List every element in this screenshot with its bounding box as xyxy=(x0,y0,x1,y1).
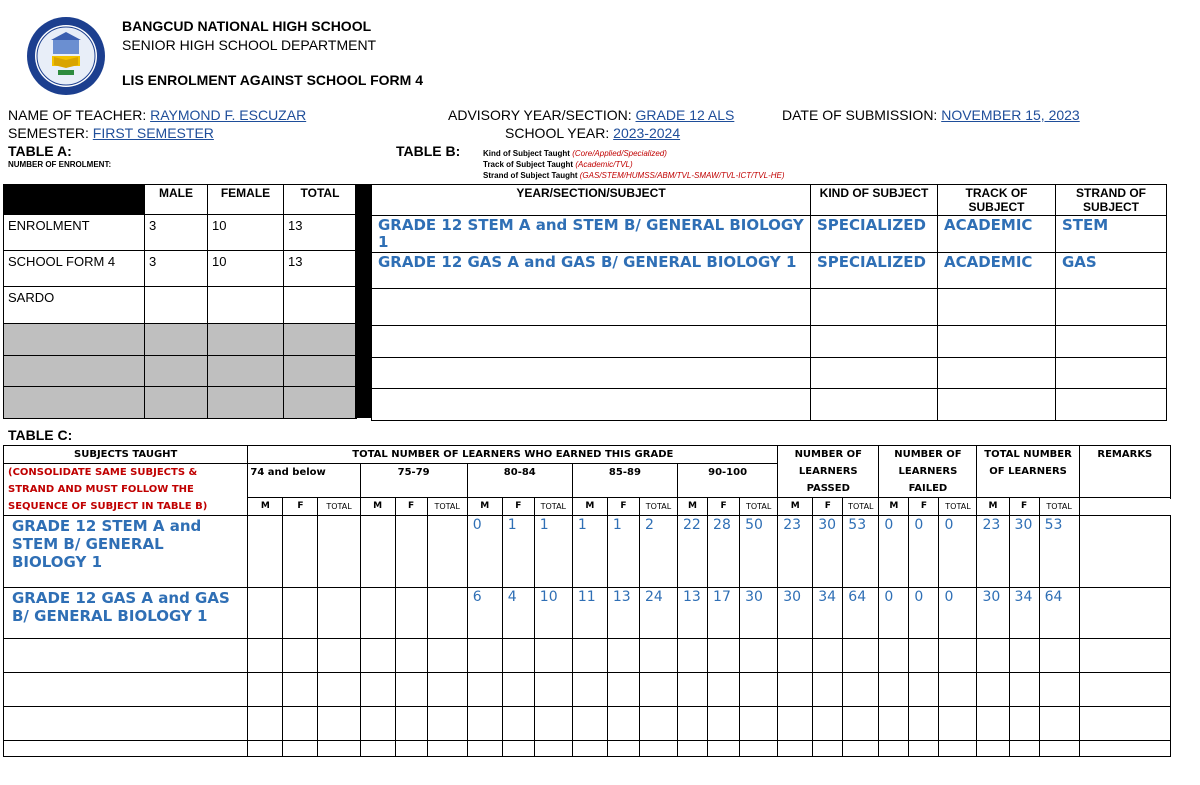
table-cell xyxy=(1056,358,1167,389)
table-b-header: TRACK OF SUBJECT xyxy=(938,185,1056,216)
table-b-header: YEAR/SECTION/SUBJECT xyxy=(372,185,811,216)
table-b xyxy=(371,184,1167,421)
grade-count-cell: 10 xyxy=(534,588,572,639)
table-cell xyxy=(1079,741,1170,757)
date-label: DATE OF SUBMISSION: xyxy=(782,107,942,123)
female-col-header: F xyxy=(283,498,318,516)
table-cell xyxy=(1039,639,1079,673)
total-col-header: TOTAL xyxy=(939,498,977,516)
grade-count-cell: 0 xyxy=(939,588,977,639)
grade-count-cell: 1 xyxy=(534,516,572,588)
grade-count-cell: 30 xyxy=(813,516,843,588)
table-cell xyxy=(208,324,284,356)
grade-count-cell xyxy=(318,516,360,588)
table-cell xyxy=(395,741,427,757)
table-cell xyxy=(248,673,283,707)
table-cell xyxy=(1056,389,1167,421)
table-cell xyxy=(1039,673,1079,707)
table-cell xyxy=(208,387,284,419)
total-col-header: TOTAL xyxy=(740,498,778,516)
table-cell xyxy=(977,707,1009,741)
table-cell xyxy=(318,639,360,673)
school-year-line xyxy=(505,125,680,141)
grade-count-cell: 22 xyxy=(677,516,707,588)
table-cell xyxy=(1009,639,1039,673)
female-col-header: F xyxy=(607,498,639,516)
table-cell xyxy=(879,707,909,741)
table-cell xyxy=(502,673,534,707)
table-cell xyxy=(467,639,502,673)
table-cell: GRADE 12 GAS A and GAS B/ GENERAL BIOLOGY 1 xyxy=(372,253,811,289)
table-cell xyxy=(778,707,813,741)
male-col-header: M xyxy=(360,498,395,516)
school-name: BANGCUD NATIONAL HIGH SCHOOL xyxy=(122,18,372,34)
table-cell xyxy=(811,326,938,358)
table-cell xyxy=(811,389,938,421)
table-cell xyxy=(909,707,939,741)
table-cell: ACADEMIC xyxy=(938,253,1056,289)
track-note: Track of Subject Taught (Academic/TVL) xyxy=(483,160,633,169)
remarks-cell xyxy=(1079,516,1170,588)
table-cell xyxy=(909,673,939,707)
table-cell xyxy=(778,639,813,673)
table-c-title: TABLE C: xyxy=(8,427,73,443)
female-col-header: F xyxy=(395,498,427,516)
table-cell xyxy=(677,639,707,673)
table-row xyxy=(4,588,1171,639)
table-cell xyxy=(677,741,707,757)
table-row xyxy=(4,356,357,387)
table-cell xyxy=(811,358,938,389)
teacher-value: RAYMOND F. ESCUZAR xyxy=(150,107,307,123)
table-a-header: FEMALE xyxy=(208,185,284,215)
grade-count-cell: 13 xyxy=(607,588,639,639)
table-cell xyxy=(740,741,778,757)
date-value: NOVEMBER 15, 2023 xyxy=(941,107,1080,123)
table-cell xyxy=(939,673,977,707)
table-cell xyxy=(283,707,318,741)
grade-count-cell xyxy=(360,588,395,639)
table-cell xyxy=(1009,741,1039,757)
table-a-title: TABLE A: xyxy=(8,143,72,159)
table-cell xyxy=(502,741,534,757)
total-learners-header: TOTAL NUMBER OF LEARNERS xyxy=(977,446,1079,498)
table-cell xyxy=(360,673,395,707)
grade-count-cell xyxy=(283,588,318,639)
teacher-label: NAME OF TEACHER: xyxy=(8,107,151,123)
table-cell xyxy=(708,673,740,707)
table-cell xyxy=(534,639,572,673)
table-cell xyxy=(145,387,208,419)
table-row xyxy=(372,289,1167,326)
table-cell xyxy=(318,673,360,707)
table-cell xyxy=(572,639,607,673)
table-a-subtitle: NUMBER OF ENROLMENT: xyxy=(8,160,112,169)
table-cell xyxy=(145,287,208,324)
table-cell xyxy=(248,639,283,673)
grade-count-cell: 2 xyxy=(639,516,677,588)
table-cell xyxy=(843,707,879,741)
school-year-label: SCHOOL YEAR: xyxy=(505,125,614,141)
kind-note: Kind of Subject Taught (Core/Applied/Specialized) xyxy=(483,149,667,158)
table-cell: SPECIALIZED xyxy=(811,253,938,289)
advisory-line xyxy=(448,107,734,123)
table-cell xyxy=(283,639,318,673)
grade-count-cell: 1 xyxy=(572,516,607,588)
table-cell xyxy=(1056,326,1167,358)
table-cell xyxy=(427,673,467,707)
table-cell: GAS xyxy=(1056,253,1167,289)
table-row xyxy=(4,287,357,324)
table-cell xyxy=(395,639,427,673)
table-cell xyxy=(372,289,811,326)
table-cell xyxy=(372,389,811,421)
grade-count-cell xyxy=(395,516,427,588)
table-row xyxy=(4,387,357,419)
table-cell xyxy=(977,741,1009,757)
grade-count-cell: 53 xyxy=(843,516,879,588)
table-cell xyxy=(843,741,879,757)
table-cell xyxy=(4,324,145,356)
grade-count-cell: 64 xyxy=(1039,588,1079,639)
male-col-header: M xyxy=(572,498,607,516)
table-row xyxy=(372,389,1167,421)
table-cell xyxy=(811,289,938,326)
total-col-header: TOTAL xyxy=(843,498,879,516)
advisory-label: ADVISORY YEAR/SECTION: xyxy=(448,107,636,123)
grade-count-cell: 4 xyxy=(502,588,534,639)
grade-count-cell: 1 xyxy=(502,516,534,588)
grade-count-cell: 23 xyxy=(977,516,1009,588)
table-cell xyxy=(740,707,778,741)
table-cell xyxy=(372,358,811,389)
table-cell xyxy=(607,707,639,741)
grade-count-cell xyxy=(318,588,360,639)
grade-count-cell: 30 xyxy=(1009,516,1039,588)
table-cell xyxy=(607,741,639,757)
male-col-header: M xyxy=(778,498,813,516)
grade-count-cell: 17 xyxy=(708,588,740,639)
table-cell xyxy=(740,673,778,707)
table-cell: 3 xyxy=(145,251,208,287)
table-cell xyxy=(395,673,427,707)
grade-count-cell: 0 xyxy=(467,516,502,588)
table-cell xyxy=(813,741,843,757)
table-cell xyxy=(879,741,909,757)
table-cell xyxy=(427,707,467,741)
table-cell xyxy=(607,639,639,673)
total-col-header: TOTAL xyxy=(639,498,677,516)
table-row xyxy=(4,251,357,287)
table-row xyxy=(4,707,1171,741)
table-cell xyxy=(360,639,395,673)
table-cell xyxy=(4,356,145,387)
grade-count-cell: 34 xyxy=(813,588,843,639)
school-seal-logo xyxy=(26,16,106,96)
table-cell xyxy=(639,673,677,707)
remarks-cell xyxy=(1079,588,1170,639)
date-line xyxy=(782,107,1080,123)
table-cell xyxy=(740,639,778,673)
table-cell xyxy=(778,673,813,707)
table-cell xyxy=(1039,707,1079,741)
table-cell xyxy=(283,741,318,757)
grade-count-cell: 6 xyxy=(467,588,502,639)
male-col-header: M xyxy=(248,498,283,516)
total-col-header: TOTAL xyxy=(1039,498,1079,516)
table-cell xyxy=(879,639,909,673)
table-cell xyxy=(1079,707,1170,741)
male-col-header: M xyxy=(879,498,909,516)
table-row xyxy=(4,324,357,356)
table-cell xyxy=(145,324,208,356)
teacher-line xyxy=(8,107,306,123)
table-cell xyxy=(318,707,360,741)
female-col-header: F xyxy=(502,498,534,516)
grade-count-cell xyxy=(395,588,427,639)
grade-count-cell: 0 xyxy=(909,516,939,588)
grade-count-cell xyxy=(360,516,395,588)
table-row xyxy=(372,326,1167,358)
table-cell xyxy=(677,707,707,741)
table-cell xyxy=(145,356,208,387)
table-cell xyxy=(467,707,502,741)
table-cell xyxy=(977,673,1009,707)
table-row xyxy=(4,516,1171,588)
table-row xyxy=(4,215,357,251)
table-row xyxy=(4,741,1171,757)
table-cell xyxy=(708,639,740,673)
table-cell xyxy=(502,639,534,673)
grade-count-cell: 0 xyxy=(879,516,909,588)
table-row xyxy=(372,216,1167,253)
semester-label: SEMESTER: xyxy=(8,125,93,141)
department-name: SENIOR HIGH SCHOOL DEPARTMENT xyxy=(122,37,377,53)
table-cell xyxy=(4,673,248,707)
grade-count-cell: 13 xyxy=(677,588,707,639)
remarks-header: REMARKS xyxy=(1079,446,1170,498)
table-cell xyxy=(843,639,879,673)
table-cell xyxy=(778,741,813,757)
table-b-title: TABLE B: xyxy=(396,143,461,159)
table-cell xyxy=(1009,673,1039,707)
table-cell xyxy=(938,289,1056,326)
grade-count-cell xyxy=(248,516,283,588)
advisory-value: GRADE 12 ALS xyxy=(635,107,735,123)
table-cell xyxy=(372,326,811,358)
male-col-header: M xyxy=(467,498,502,516)
table-cell xyxy=(677,673,707,707)
table-cell xyxy=(360,741,395,757)
table-cell xyxy=(639,639,677,673)
table-cell xyxy=(813,707,843,741)
table-cell xyxy=(939,639,977,673)
grade-range: 74 and below xyxy=(248,464,360,498)
table-cell xyxy=(4,639,248,673)
table-cell xyxy=(427,639,467,673)
grade-count-cell: 0 xyxy=(909,588,939,639)
table-row xyxy=(4,639,1171,673)
table-cell xyxy=(639,707,677,741)
subjects-note: (CONSOLIDATE SAME SUBJECTS & STRAND AND MUST FOLLOW THE SEQUENCE OF SUBJECT IN TABLE B) xyxy=(4,464,248,516)
table-cell xyxy=(1039,741,1079,757)
table-cell xyxy=(1079,673,1170,707)
table-cell: STEM xyxy=(1056,216,1167,253)
grade-count-cell: 24 xyxy=(639,588,677,639)
female-col-header: F xyxy=(909,498,939,516)
grade-count-cell: 1 xyxy=(607,516,639,588)
grade-count-cell: 50 xyxy=(740,516,778,588)
table-cell xyxy=(639,741,677,757)
female-col-header: F xyxy=(813,498,843,516)
grade-count-cell: 28 xyxy=(708,516,740,588)
failed-header: NUMBER OF LEARNERS FAILED xyxy=(879,446,977,498)
table-a-corner xyxy=(4,185,145,215)
table-a-header: MALE xyxy=(145,185,208,215)
table-row xyxy=(4,673,1171,707)
male-col-header: M xyxy=(677,498,707,516)
table-cell: SCHOOL FORM 4 xyxy=(4,251,145,287)
passed-header: NUMBER OF LEARNERS PASSED xyxy=(778,446,879,498)
table-cell xyxy=(939,741,977,757)
grade-count-cell xyxy=(283,516,318,588)
table-cell xyxy=(283,673,318,707)
grade-count-cell: 30 xyxy=(977,588,1009,639)
grade-count-cell: 0 xyxy=(939,516,977,588)
grade-count-cell: 64 xyxy=(843,588,879,639)
table-row xyxy=(372,358,1167,389)
table-cell xyxy=(977,639,1009,673)
semester-line xyxy=(8,125,214,141)
table-cell xyxy=(938,326,1056,358)
grade-count-cell: 0 xyxy=(879,588,909,639)
grade-range: 80-84 xyxy=(467,464,572,498)
grade-count-cell: 30 xyxy=(740,588,778,639)
table-cell xyxy=(534,707,572,741)
table-divider-bar xyxy=(355,184,371,418)
table-cell xyxy=(879,673,909,707)
table-cell xyxy=(607,673,639,707)
grade-range: 75-79 xyxy=(360,464,467,498)
table-cell: 10 xyxy=(208,251,284,287)
grade-count-cell: 53 xyxy=(1039,516,1079,588)
table-cell xyxy=(284,387,357,419)
table-cell: GRADE 12 STEM A and STEM B/ GENERAL BIOLOGY 1 xyxy=(372,216,811,253)
table-cell xyxy=(248,707,283,741)
grade-count-cell xyxy=(427,516,467,588)
table-cell xyxy=(572,673,607,707)
table-cell xyxy=(4,741,248,757)
subjects-header: SUBJECTS TAUGHT xyxy=(4,446,248,464)
table-row xyxy=(372,253,1167,289)
table-cell xyxy=(708,741,740,757)
table-cell: 13 xyxy=(284,251,357,287)
total-col-header: TOTAL xyxy=(427,498,467,516)
table-cell xyxy=(938,358,1056,389)
table-cell: 10 xyxy=(208,215,284,251)
semester-value: FIRST SEMESTER xyxy=(92,125,214,141)
grade-count-cell xyxy=(248,588,283,639)
table-cell xyxy=(813,673,843,707)
grade-count-cell: 11 xyxy=(572,588,607,639)
table-cell xyxy=(4,387,145,419)
table-b-notes xyxy=(483,148,785,181)
grade-count-cell: 23 xyxy=(778,516,813,588)
grade-count-cell xyxy=(427,588,467,639)
table-cell xyxy=(909,741,939,757)
table-cell xyxy=(813,639,843,673)
subject-cell: GRADE 12 GAS A and GAS B/ GENERAL BIOLOGY 1 xyxy=(4,588,248,639)
table-cell xyxy=(1009,707,1039,741)
table-cell xyxy=(208,356,284,387)
table-cell xyxy=(208,287,284,324)
total-col-header: TOTAL xyxy=(318,498,360,516)
table-cell: 3 xyxy=(145,215,208,251)
table-cell xyxy=(284,356,357,387)
table-cell xyxy=(939,707,977,741)
table-b-header: STRAND OF SUBJECT xyxy=(1056,185,1167,216)
table-cell xyxy=(1056,289,1167,326)
form-title: LIS ENROLMENT AGAINST SCHOOL FORM 4 xyxy=(122,72,424,88)
grade-range: 85-89 xyxy=(572,464,677,498)
school-year-value: 2023-2024 xyxy=(613,125,681,141)
subject-cell: GRADE 12 STEM A and STEM B/ GENERAL BIOLOGY 1 xyxy=(4,516,248,588)
female-col-header: F xyxy=(1009,498,1039,516)
table-a xyxy=(3,184,357,419)
table-cell xyxy=(467,673,502,707)
table-cell: ENROLMENT xyxy=(4,215,145,251)
grade-range: 90-100 xyxy=(677,464,777,498)
table-cell xyxy=(395,707,427,741)
table-cell xyxy=(360,707,395,741)
table-cell: 13 xyxy=(284,215,357,251)
strand-note: Strand of Subject Taught (GAS/STEM/HUMSS/ABM/TVL-SMAW/TVL-ICT/TVL-HE) xyxy=(483,171,785,180)
grade-header: TOTAL NUMBER OF LEARNERS WHO EARNED THIS GRADE xyxy=(248,446,778,464)
table-cell xyxy=(284,287,357,324)
table-cell xyxy=(534,741,572,757)
total-col-header: TOTAL xyxy=(534,498,572,516)
table-cell: ACADEMIC xyxy=(938,216,1056,253)
grade-count-cell: 34 xyxy=(1009,588,1039,639)
table-cell xyxy=(534,673,572,707)
table-c xyxy=(3,445,1171,757)
female-col-header: F xyxy=(708,498,740,516)
table-cell xyxy=(284,324,357,356)
table-cell: SPECIALIZED xyxy=(811,216,938,253)
table-cell xyxy=(427,741,467,757)
table-cell xyxy=(318,741,360,757)
table-cell xyxy=(909,639,939,673)
table-cell xyxy=(1079,639,1170,673)
grade-count-cell: 30 xyxy=(778,588,813,639)
male-col-header: M xyxy=(977,498,1009,516)
table-cell xyxy=(938,389,1056,421)
table-cell xyxy=(467,741,502,757)
table-b-header: KIND OF SUBJECT xyxy=(811,185,938,216)
table-a-header: TOTAL xyxy=(284,185,357,215)
table-cell: SARDO xyxy=(4,287,145,324)
table-cell xyxy=(572,707,607,741)
table-cell xyxy=(248,741,283,757)
table-cell xyxy=(708,707,740,741)
table-cell xyxy=(4,707,248,741)
table-cell xyxy=(843,673,879,707)
table-cell xyxy=(502,707,534,741)
table-cell xyxy=(572,741,607,757)
